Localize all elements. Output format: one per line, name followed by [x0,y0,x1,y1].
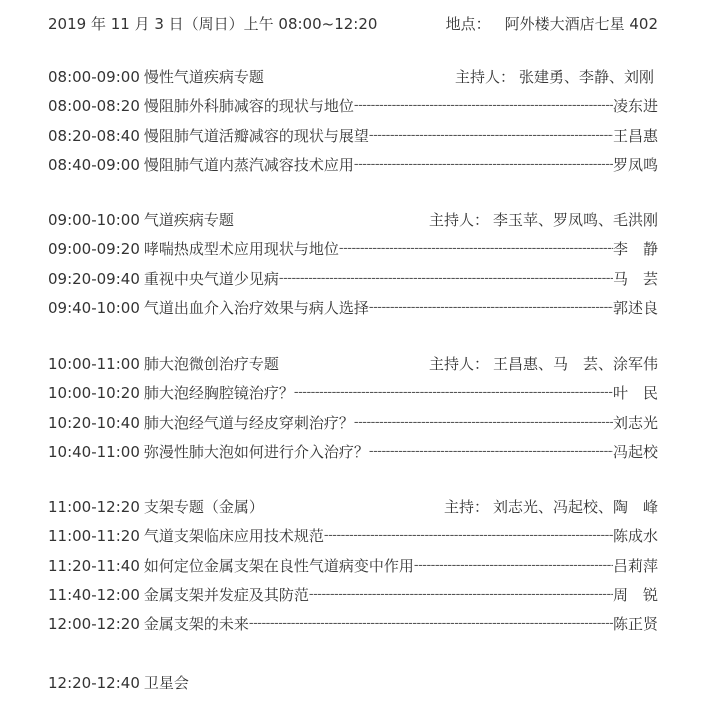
session-time: 10:00-11:00 [48,355,140,373]
venue-label: 地点： [445,15,491,33]
session-block [48,497,658,634]
talk-speaker: 凌东进 [612,97,658,116]
talk-title: 哮喘热成型术应用现状与地位 [143,240,339,259]
talk-speaker: 马 芸 [612,269,658,288]
talk-speaker: 罗凤鸣 [612,155,658,174]
venue-info [446,14,658,34]
talk-title: 慢阻肺气道内蒸汽减容技术应用 [143,155,354,174]
session-chairs: 王昌惠、马 芸、涂军伟 [492,355,658,373]
chair-label: 主持人： [428,355,489,373]
satellite-row [48,673,658,693]
chair-label: 主持： [443,498,489,516]
venue-name: 阿外楼大酒店七星 402 [504,15,658,33]
session-title-row [48,67,658,87]
talk-title: 慢阻肺外科肺减容的现状与地位 [143,97,354,116]
talk-title: 弥漫性肺大泡如何进行介入治疗？ [143,442,369,461]
talk-time: 08:40-09:00 [48,155,140,174]
satellite-time: 12:20-12:40 [48,674,140,692]
talk-title: 气道出血介入治疗效果与病人选择 [143,298,369,317]
session-title: 气道疾病专题 [143,211,234,229]
session-block [48,354,658,462]
dot-leader [339,239,613,259]
talk-time: 09:00-09:20 [48,240,140,259]
talk-time: 10:20-10:40 [48,413,140,432]
talk-time: 08:00-08:20 [48,97,140,116]
talk-time: 11:40-12:00 [48,585,140,604]
talk-row [48,126,658,146]
talk-speaker: 郭述良 [612,298,658,317]
session-title: 支架专题（金属） [143,498,264,516]
dot-leader [249,614,613,634]
talk-speaker: 刘志光 [612,413,658,432]
talk-row [48,614,658,634]
dot-leader [354,413,613,433]
session-chairs: 刘志光、冯起校、陶 峰 [492,498,658,516]
talk-row [48,383,658,403]
talk-speaker: 周 锐 [612,585,658,604]
talk-title: 慢阻肺气道活瓣减容的现状与展望 [143,126,369,145]
talk-title: 肺大泡经胸腔镜治疗？ [143,384,294,403]
dot-leader [354,155,613,175]
session-block [48,67,658,175]
talk-time: 09:40-10:00 [48,298,140,317]
talk-time: 12:00-12:20 [48,615,140,634]
schedule-header [48,14,658,34]
talk-row [48,526,658,546]
talk-speaker: 冯起校 [612,442,658,461]
talk-row [48,556,658,576]
date-time: 2019 年 11 月 3 日（周日）上午 08:00~12:20 [48,15,378,33]
dot-leader [354,96,613,116]
talk-speaker: 李 静 [612,240,658,259]
session-title: 肺大泡微创治疗专题 [143,355,279,373]
session-time: 08:00-09:00 [48,68,140,86]
dot-leader [324,526,613,546]
dot-leader [369,126,613,146]
talk-speaker: 陈成水 [612,527,658,546]
talk-time: 10:00-10:20 [48,384,140,403]
dot-leader [414,556,613,576]
session-title-row [48,210,658,230]
dot-leader [369,298,613,318]
session-title: 慢性气道疾病专题 [143,68,264,86]
talk-title: 如何定位金属支架在良性气道病变中作用 [143,556,414,575]
talk-title: 金属支架并发症及其防范 [143,585,309,604]
session-title-row [48,497,658,517]
session-chairs: 李玉苹、罗凤鸣、毛洪刚 [492,211,658,229]
talk-row [48,413,658,433]
dot-leader [369,442,613,462]
talk-speaker: 陈正贤 [612,615,658,634]
talk-speaker: 叶 民 [612,384,658,403]
talk-speaker: 吕莉萍 [612,556,658,575]
satellite-title: 卫星会 [143,674,189,692]
talk-time: 10:40-11:00 [48,442,140,461]
talk-time: 08:20-08:40 [48,126,140,145]
talk-title: 肺大泡经气道与经皮穿刺治疗？ [143,413,354,432]
session-chairs: 张建勇、李静、刘刚 [518,68,654,86]
talk-row [48,442,658,462]
talk-row [48,239,658,259]
session-block [48,210,658,318]
talk-row [48,96,658,116]
talk-speaker: 王昌惠 [612,126,658,145]
session-time: 09:00-10:00 [48,211,140,229]
dot-leader [294,383,613,403]
talk-time: 09:20-09:40 [48,269,140,288]
talk-row [48,298,658,318]
talk-title: 气道支架临床应用技术规范 [143,527,324,546]
talk-time: 11:00-11:20 [48,527,140,546]
talk-time: 11:20-11:40 [48,556,140,575]
satellite-session [48,673,658,693]
talk-row [48,155,658,175]
chair-label: 主持人： [454,68,515,86]
talk-title: 金属支架的未来 [143,615,249,634]
session-title-row [48,354,658,374]
talk-row [48,585,658,605]
session-time: 11:00-12:20 [48,498,140,516]
chair-label: 主持人： [428,211,489,229]
dot-leader [279,269,613,289]
dot-leader [309,585,613,605]
talk-title: 重视中央气道少见病 [143,269,279,288]
talk-row [48,269,658,289]
